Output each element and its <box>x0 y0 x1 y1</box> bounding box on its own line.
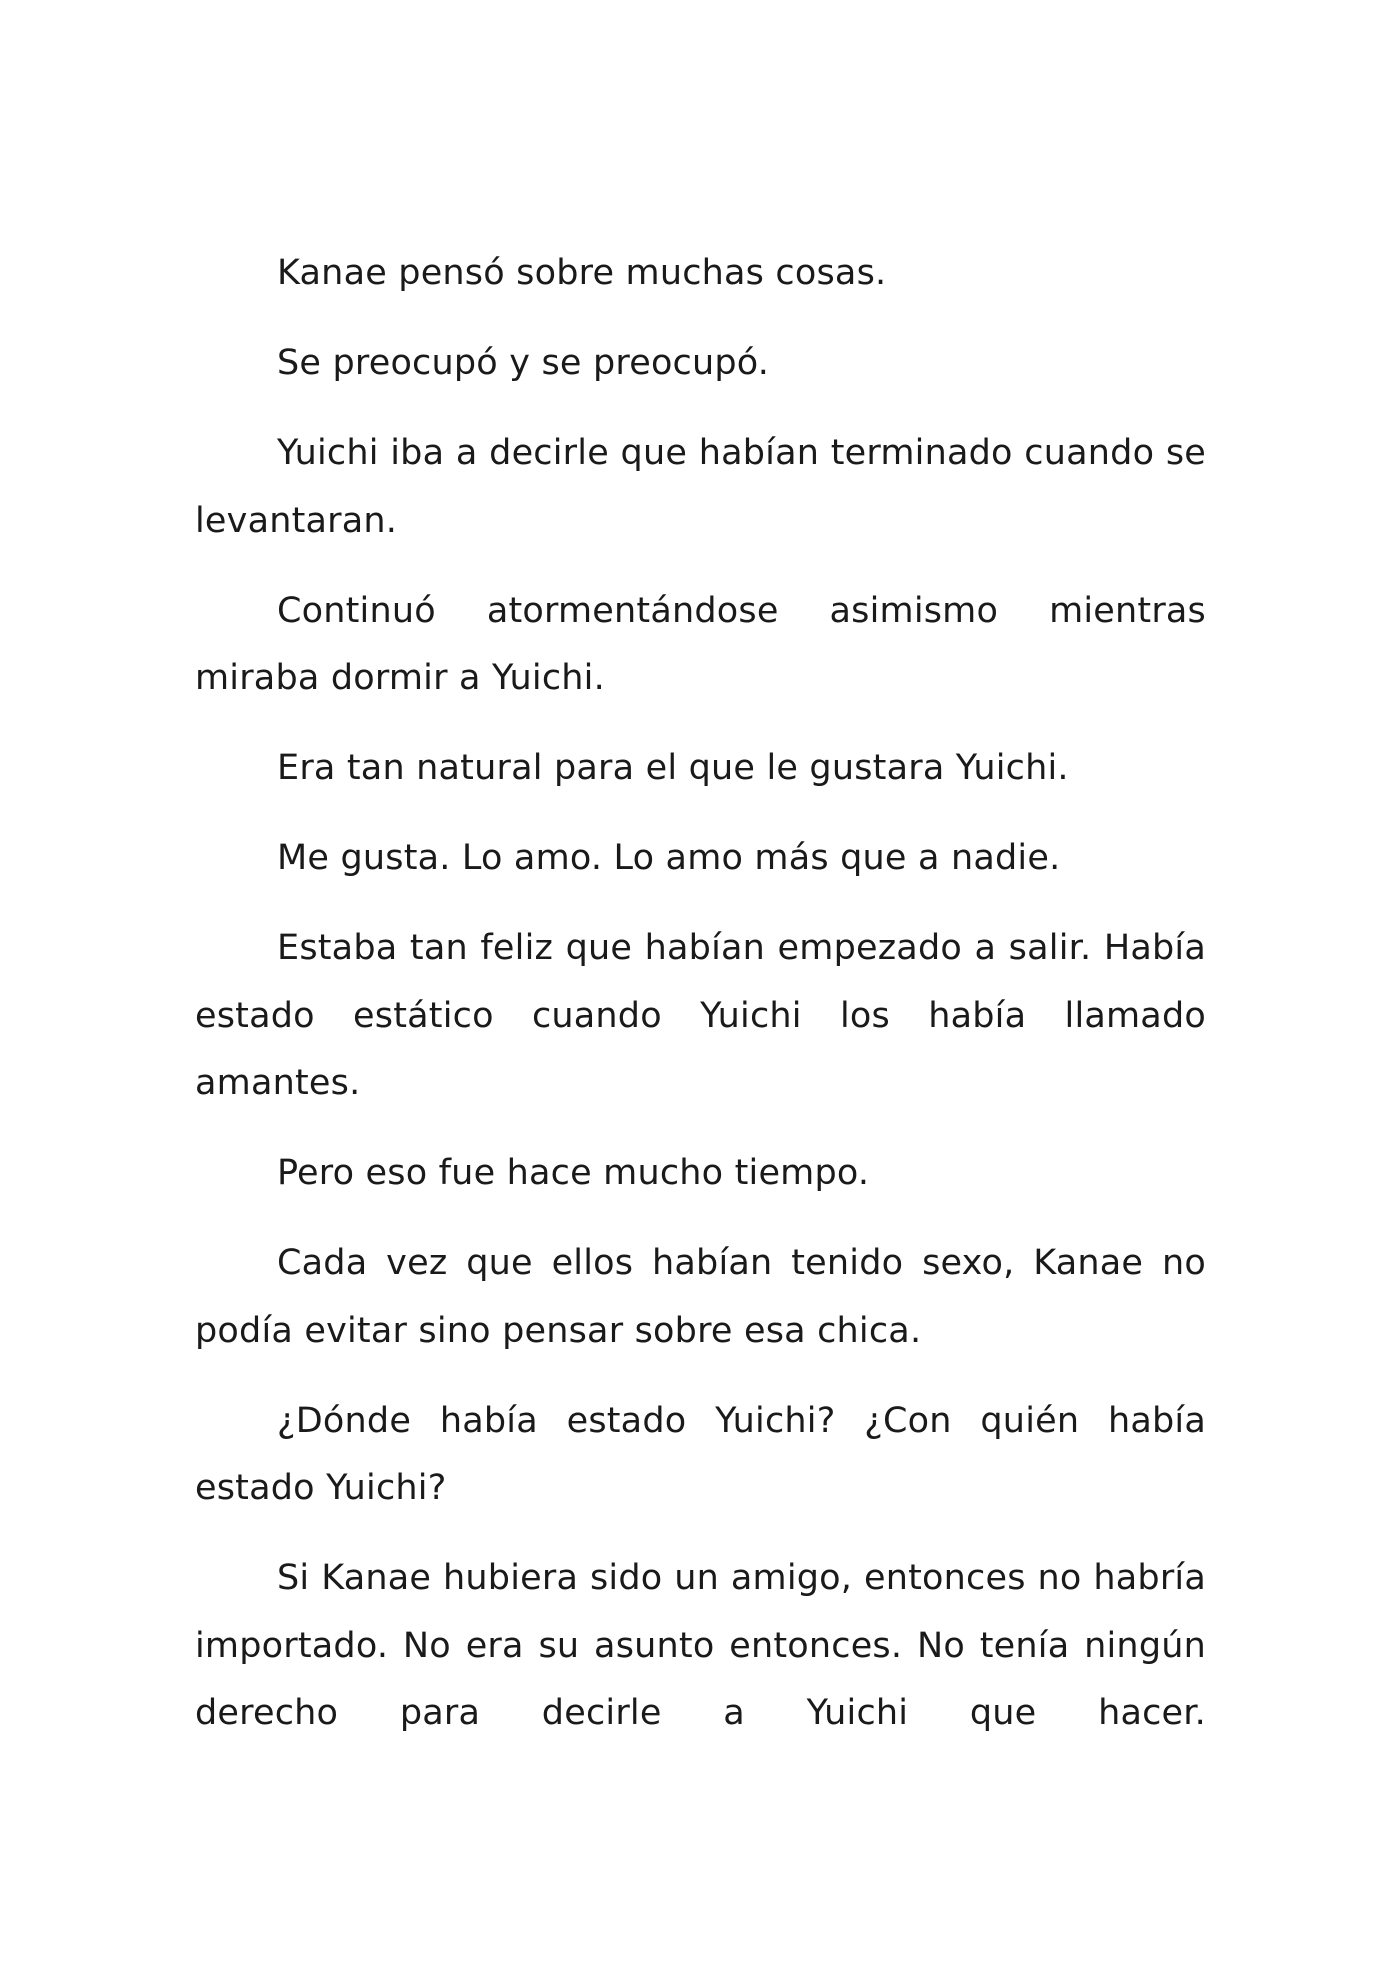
paragraph: Se preocupó y se preocupó. <box>277 343 770 383</box>
paragraph: Era tan natural para el que le gustara Yuichi. <box>277 748 1069 788</box>
paragraph: Me gusta. Lo amo. Lo amo más que a nadie. <box>277 838 1061 878</box>
paragraph: Pero eso fue hace mucho tiempo. <box>277 1153 870 1193</box>
body-text <box>195 240 1206 1748</box>
paragraph: Kanae pensó sobre muchas cosas. <box>277 253 887 293</box>
paragraph: Si Kanae hubiera sido un amigo, entonces no habría importado. No era su asunto entonces. No tenía ningún derecho para decirle a Yuichi que hacer. <box>195 1558 1206 1733</box>
paragraph: Cada vez que ellos habían tenido sexo, Kanae no podía evitar sino pensar sobre esa chica. <box>195 1243 1206 1351</box>
paragraph: ¿Dónde había estado Yuichi? ¿Con quién había estado Yuichi? <box>195 1400 1206 1508</box>
paragraph: Continuó atormentándose asimismo mientras miraba dormir a Yuichi. <box>195 590 1206 698</box>
paragraph: Estaba tan feliz que habían empezado a salir. Había estado estático cuando Yuichi los había llamado amantes. <box>195 928 1206 1103</box>
paragraph: Yuichi iba a decirle que habían terminado cuando se levantaran. <box>195 433 1206 541</box>
